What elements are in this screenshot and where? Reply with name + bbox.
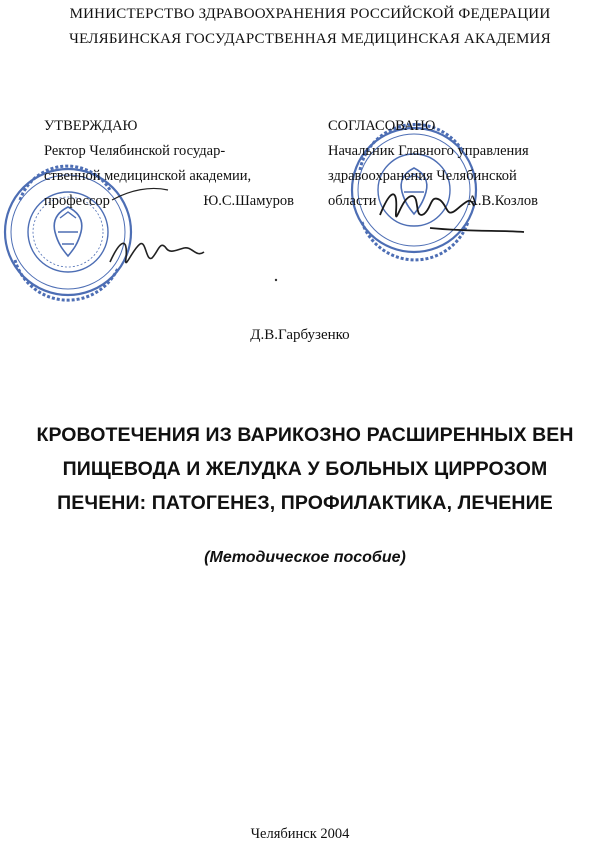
approval-position: профессор	[44, 193, 110, 209]
title-line: КРОВОТЕЧЕНИЯ ИЗ ВАРИКОЗНО РАСШИРЕННЫХ ВЕН	[36, 424, 574, 446]
agreement-position: области	[328, 193, 377, 209]
approval-block-right	[328, 114, 588, 214]
footer-city-year: Челябинск 2004	[250, 826, 350, 842]
approval-line: Ректор Челябинской государ-	[44, 143, 226, 159]
approval-signature-line	[44, 189, 294, 214]
approval-heading: УТВЕРЖДАЮ	[44, 118, 138, 134]
ministry-heading: МИНИСТЕРСТВО ЗДРАВООХРАНЕНИЯ РОССИЙСКОЙ ФЕДЕРАЦИИ	[69, 6, 551, 22]
title-line: ПИЩЕВОДА И ЖЕЛУДКА У БОЛЬНЫХ ЦИРРОЗОМ	[62, 458, 548, 480]
document-subtitle: (Методическое пособие)	[204, 549, 406, 566]
academy-heading: ЧЕЛЯБИНСКАЯ ГОСУДАРСТВЕННАЯ МЕДИЦИНСКАЯ АКАДЕМИЯ	[69, 31, 551, 47]
document-title	[10, 418, 600, 520]
agreement-line: здравоохранения Челябинской	[328, 168, 517, 184]
approval-block-left	[44, 114, 294, 214]
agreement-signatory: А.В.Козлов	[467, 193, 538, 209]
agreement-signature-line	[328, 189, 538, 214]
author-name: Д.В.Гарбузенко	[250, 327, 350, 343]
approval-line: ственной медицинской академии,	[44, 168, 252, 184]
agreement-heading: СОГЛАСОВАНО	[328, 118, 436, 134]
title-line: ПЕЧЕНИ: ПАТОГЕНЕЗ, ПРОФИЛАКТИКА, ЛЕЧЕНИЕ	[57, 492, 553, 514]
left-signature	[110, 243, 204, 262]
agreement-line: Начальник Главного управления	[328, 143, 529, 159]
approval-signatory: Ю.С.Шамуров	[203, 193, 294, 209]
